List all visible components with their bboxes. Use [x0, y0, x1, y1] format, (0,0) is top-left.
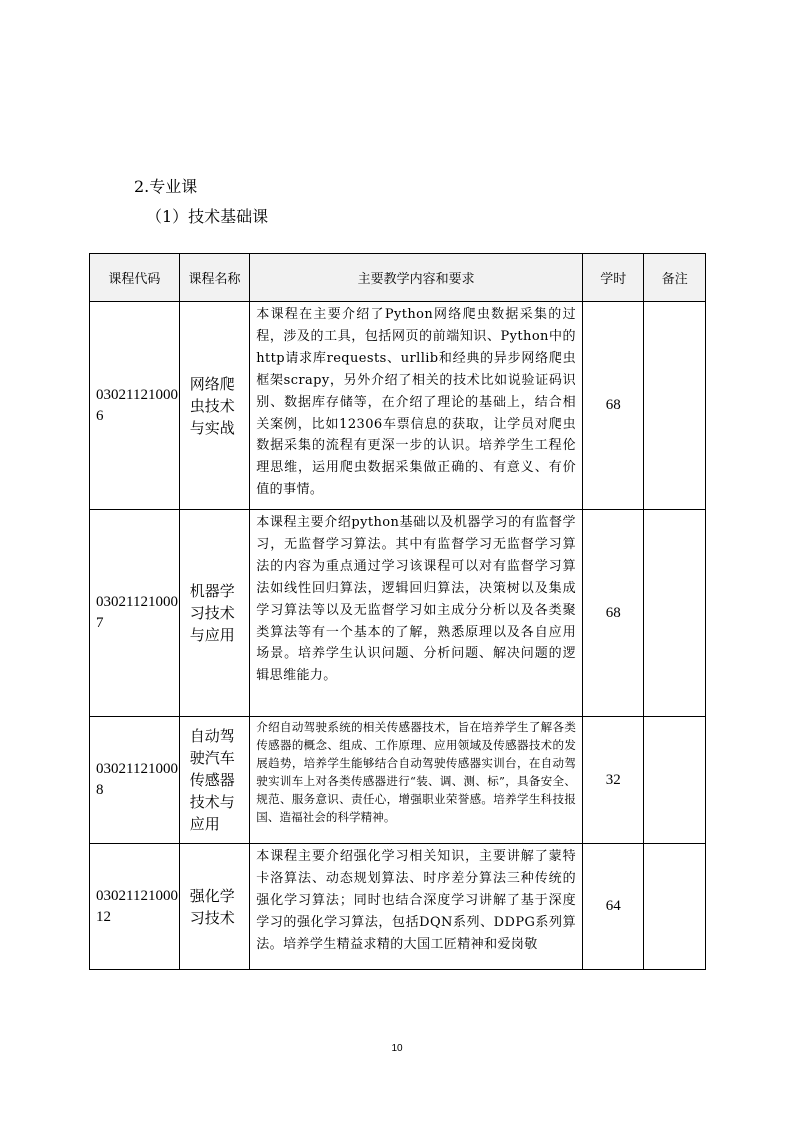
table-header-row: [90, 254, 706, 302]
course-hours: 64: [582, 844, 643, 970]
header-note: 备注: [644, 254, 706, 302]
course-code: 030211210008: [90, 717, 180, 844]
course-code: 0302112100012: [90, 844, 180, 970]
course-note: [644, 844, 706, 970]
course-note: [644, 717, 706, 844]
course-description: 本课程主要介绍强化学习相关知识，主要讲解了蒙特卡洛算法、动态规划算法、时序差分算法三种传统的强化学习算法；同时也结合深度学习讲解了基于深度学习的强化学习算法，包括DQN系列、DDPG系列算法。培养学生精益求精的大国工匠精神和爱岗敬: [250, 844, 583, 970]
course-note: [644, 510, 706, 717]
course-description: 介绍自动驾驶系统的相关传感器技术，旨在培养学生了解各类传感器的概念、组成、工作原理、应用领域及传感器技术的发展趋势，培养学生能够结合自动驾驶传感器实训台，在自动驾驶实训车上对各类传感器进行“装、调、测、标”，具备安全、规范、服务意识、责任心，增强职业荣誉感。培养学生科技报国、造福社会的科学精神。: [250, 717, 583, 844]
course-name: 机器学习技术与应用: [179, 510, 250, 717]
header-content: 主要教学内容和要求: [250, 254, 583, 302]
table-row: [90, 844, 706, 970]
section-title: 2.专业课: [134, 177, 198, 196]
subsection-title: （1）技术基础课: [146, 207, 269, 226]
course-hours: 68: [582, 510, 643, 717]
header-course-code: 课程代码: [90, 254, 180, 302]
course-description: 本课程主要介绍python基础以及机器学习的有监督学习，无监督学习算法。其中有监督学习无监督学习算法的内容为重点通过学习该课程可以对有监督学习算法如线性回归算法，逻辑回归算法，决策树以及集成学习算法等以及无监督学习如主成分分析以及各类聚类算法等有一个基本的了解，熟悉原理以及各自应用场景。培养学生认识问题、分析问题、解决问题的逻辑思维能力。: [250, 510, 583, 717]
table-row: [90, 510, 706, 717]
course-name: 网络爬虫技术与实战: [179, 302, 250, 510]
course-note: [644, 302, 706, 510]
course-name: 自动驾驶汽车传感器技术与应用: [179, 717, 250, 844]
page-number: 10: [391, 1043, 403, 1054]
course-name: 强化学习技术: [179, 844, 250, 970]
course-hours: 32: [582, 717, 643, 844]
table-row: [90, 302, 706, 510]
header-hours: 学时: [582, 254, 643, 302]
course-hours: 68: [582, 302, 643, 510]
course-code: 030211210007: [90, 510, 180, 717]
header-course-name: 课程名称: [179, 254, 250, 302]
course-description: 本课程在主要介绍了Python网络爬虫数据采集的过程，涉及的工具，包括网页的前端知识、Python中的http请求库requests、urllib和经典的异步网络爬虫框架scrapy，另外介绍了相关的技术比如说验证码识别、数据库存储等，在介绍了理论的基础上，结合相关案例，比如12306车票信息的获取，让学员对爬虫数据采集的流程有更深一步的认识。培养学生工程伦理思维，运用爬虫数据采集做正确的、有意义、有价值的事情。: [250, 302, 583, 510]
course-table: [89, 253, 706, 970]
course-code: 030211210006: [90, 302, 180, 510]
table-row: [90, 717, 706, 844]
